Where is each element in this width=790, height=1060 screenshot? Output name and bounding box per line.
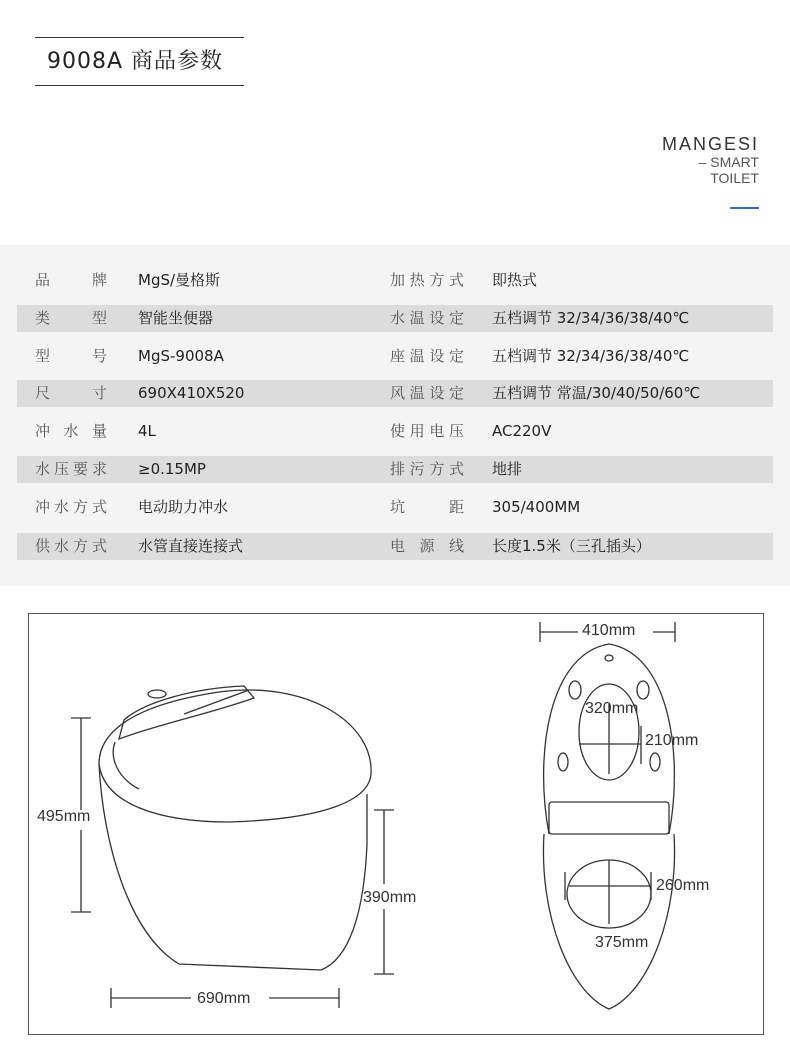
bowl-width-label: 260mm [656,877,710,894]
spec-label: 座温设定 [390,347,464,365]
spec-label: 加热方式 [390,271,464,289]
spec-label: 水压要求 [35,460,107,478]
spec-value: 五档调节 常温/30/40/50/60℃ [492,384,701,402]
spec-value: AC220V [492,422,552,440]
spec-value: 690X410X520 [138,384,245,402]
brand-sub-1: – SMART [698,154,759,170]
height-body-label: 390mm [363,889,417,906]
spec-label: 品牌 [35,271,107,289]
spec-value: 电动助力冲水 [138,498,229,516]
spec-label: 电源线 [390,537,464,555]
spec-label: 坑距 [390,498,464,516]
spec-value: 305/400MM [492,498,581,516]
spec-value: 五档调节 32/34/36/38/40℃ [492,347,690,365]
brand-sub-2: TOILET [710,170,759,186]
spec-row [17,456,773,483]
spec-value: 4L [138,422,156,440]
spec-label: 型号 [35,347,107,365]
spec-label: 水温设定 [390,309,464,327]
dimension-diagram [28,613,764,1035]
lid-length-label: 320mm [585,700,639,717]
height-total-label: 495mm [37,808,91,825]
spec-value: MgS-9008A [138,347,224,365]
spec-value: 地排 [492,460,523,478]
spec-value: 水管直接连接式 [138,537,244,555]
spec-row [17,305,773,332]
spec-table [0,245,790,586]
brand-accent-line [730,207,759,209]
spec-row [17,494,773,521]
spec-label: 供水方式 [35,537,107,555]
spec-label: 类型 [35,309,107,327]
spec-value: 长度1.5米（三孔插头） [492,537,651,555]
spec-row [17,343,773,370]
lid-width-label: 210mm [645,732,699,749]
spec-value: 智能坐便器 [138,309,214,327]
bowl-length-label: 375mm [595,934,649,951]
spec-label: 尺寸 [35,384,107,402]
spec-label: 风温设定 [390,384,464,402]
brand-block [662,134,759,186]
brand-name: MANGESI [661,134,759,154]
spec-row [17,380,773,407]
spec-label: 排污方式 [390,460,464,478]
spec-value: 即热式 [492,271,538,289]
spec-row [17,267,773,294]
toilet-drawings [29,614,765,1036]
top-width-label: 410mm [582,622,636,639]
spec-value: MgS/曼格斯 [138,271,221,289]
spec-value: ≥0.15MP [138,460,206,478]
spec-value: 五档调节 32/34/36/38/40℃ [492,309,690,327]
spec-row [17,533,773,560]
page-title: 9008A 商品参数 [35,37,244,86]
spec-label: 冲水方式 [35,498,107,516]
spec-label: 冲水量 [35,422,107,440]
length-label: 690mm [197,990,251,1007]
spec-label: 使用电压 [390,422,464,440]
spec-row [17,418,773,445]
